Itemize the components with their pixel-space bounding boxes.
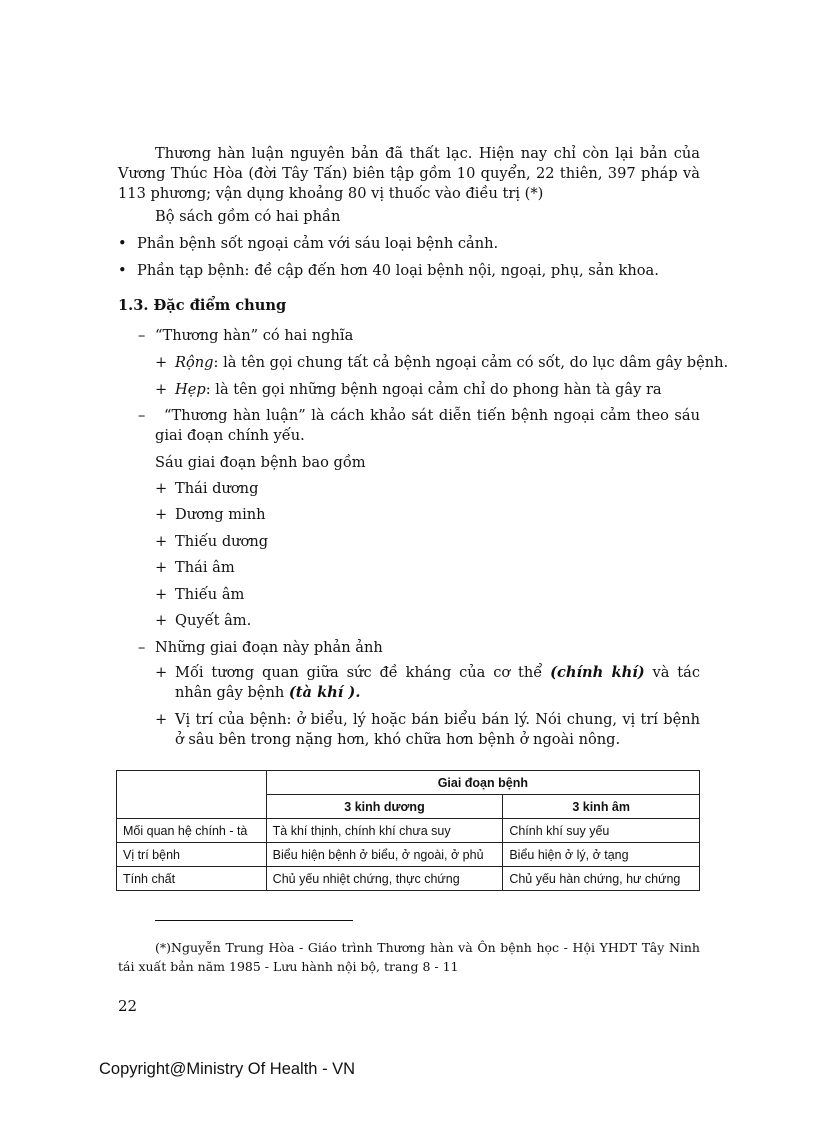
table-cell: Tà khí thịnh, chính khí chưa suy [266,819,503,843]
plus-marker: + [155,612,168,629]
reflection-item [175,663,700,703]
table-cell: Chính khí suy yếu [503,819,700,843]
dash-item: Những giai đoạn này phản ảnh [155,639,383,656]
plus-marker: + [155,480,168,497]
reflection-term: (chính khí) [550,664,645,681]
table-row-label: Vị trí bệnh [117,843,267,867]
table-cell: Biểu hiện ở lý, ở tạng [503,843,700,867]
table-row-label: Mối quan hệ chính - tà [117,819,267,843]
stage-item: Dương minh [175,506,266,523]
dash-marker: – [138,639,146,656]
plus-marker: + [155,711,168,728]
definition-narrow-text: : là tên gọi những bệnh ngoại cảm chỉ do phong hàn tà gây ra [205,381,662,398]
definition-broad-text: : là tên gọi chung tất cả bệnh ngoại cảm có sốt, do lục dâm gây bệnh. [213,354,729,371]
dash-marker: – [138,327,146,344]
plus-marker: + [155,506,168,523]
dash-item: “Thương hàn” có hai nghĩa [155,327,354,344]
definition-narrow [175,380,662,400]
plus-marker: + [155,533,168,550]
plus-marker: + [155,586,168,603]
parts-intro: Bộ sách gồm có hai phần [155,208,341,225]
reflection-item: Vị trí của bệnh: ở biểu, lý hoặc bán biểu bán lý. Nói chung, vị trí bệnh ở sâu bên trong nặng hơn, khó chữa hơn bệnh ở ngoài nông. [175,711,700,748]
reflection-term: (tà khí ). [288,684,361,701]
stage-item: Thiếu dương [175,533,269,550]
table-cell: Biểu hiện bệnh ở biểu, ở ngoài, ở phủ [266,843,503,867]
page-number: 22 [118,997,138,1015]
table-corner-cell [117,771,267,819]
table-group-header: Giai đoạn bệnh [266,771,699,795]
stage-item: Quyết âm. [175,612,252,629]
stage-item: Thiếu âm [175,586,245,603]
bullet-item: Phần bệnh sốt ngoại cảm với sáu loại bệnh cảnh. [137,235,499,252]
definition-narrow-label: Hẹp [175,381,206,398]
definition-broad [175,353,728,373]
table-row [117,867,700,891]
section-heading: 1.3. Đặc điểm chung [118,297,287,314]
dash-item: “Thương hàn luận” là cách khảo sát diễn tiến bệnh ngoại cảm theo sáu giai đoạn chính yếu. [155,407,700,444]
reflection-text: Mối tương quan giữa sức đề kháng của cơ thể [175,664,551,681]
table-column-header: 3 kinh dương [266,795,503,819]
plus-marker: + [155,559,168,576]
dash-marker: – [138,407,146,424]
table-cell: Chủ yếu hàn chứng, hư chứng [503,867,700,891]
stage-item: Thái âm [175,559,235,576]
intro-paragraph: Thương hàn luận nguyên bản đã thất lạc. Hiện nay chỉ còn lại bản của Vương Thúc Hòa (đời Tây Tấn) biên tập gồm 10 quyển, 22 thiên, 397 pháp và 113 phương; vận dụng khoảng 80 vị thuốc vào điều trị (*) [118,145,700,202]
copyright-notice: Copyright@Ministry Of Health - VN [99,1060,356,1078]
table-row [117,843,700,867]
table-cell: Chủ yếu nhiệt chứng, thực chứng [266,867,503,891]
table-row [117,819,700,843]
stage-comparison-table [116,770,700,891]
bullet-dot: • [118,262,127,279]
table-column-header: 3 kinh âm [503,795,700,819]
plus-marker: + [155,381,168,398]
plus-marker: + [155,354,168,371]
definition-broad-label: Rộng [175,354,214,371]
stage-item: Thái dương [175,480,259,497]
bullet-item: Phần tạp bệnh: đề cập đến hơn 40 loại bệnh nội, ngoại, phụ, sản khoa. [137,262,659,279]
reflection-text: và tác nhân gây bệnh [175,664,701,701]
footnote: (*)Nguyễn Trung Hòa - Giáo trình Thương hàn và Ôn bệnh học - Hội YHDT Tây Ninh tái xuất bản năm 1985 - Lưu hành nội bộ, trang 8 - 11 [118,940,700,974]
bullet-dot: • [118,235,127,252]
plus-marker: + [155,664,168,681]
footnote-divider [155,920,353,921]
stages-intro: Sáu giai đoạn bệnh bao gồm [155,454,366,471]
table-row-label: Tính chất [117,867,267,891]
